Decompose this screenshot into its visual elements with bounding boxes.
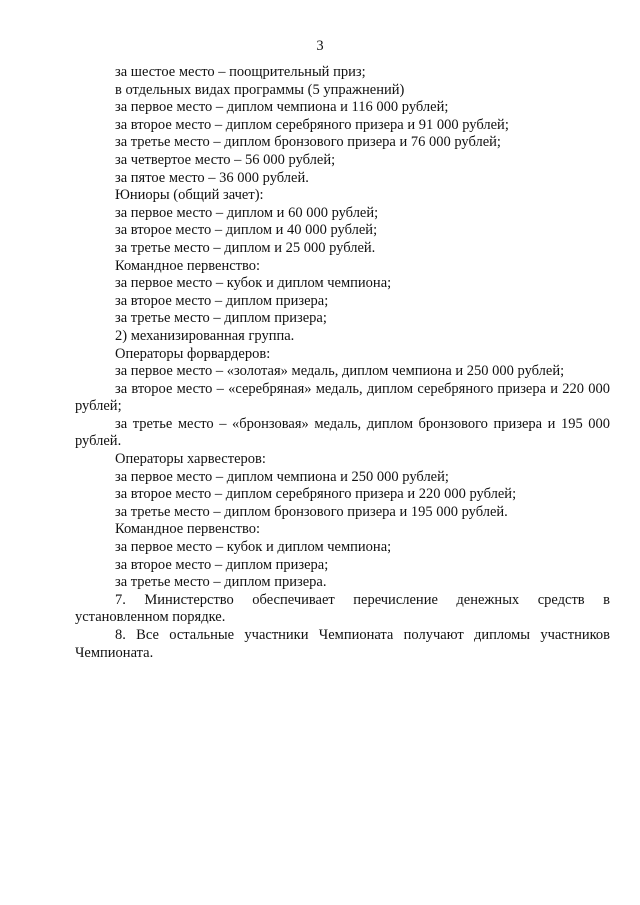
- paragraph: за первое место – диплом чемпиона и 116 000 рублей;: [115, 99, 449, 116]
- paragraph: за второе место – диплом и 40 000 рублей;: [115, 222, 378, 239]
- paragraph: Операторы харвестеров:: [115, 451, 266, 468]
- paragraph: за шестое место – поощрительный приз;: [115, 64, 366, 80]
- paragraph: за второе место – диплом призера;: [115, 556, 329, 573]
- paragraph: за третье место – диплом призера.: [115, 574, 327, 591]
- paragraph: за второе место – диплом призера;: [115, 292, 329, 309]
- paragraph: за третье место – «бронзовая» медаль, диплом бронзового призера и 195 000 рублей.: [75, 415, 610, 450]
- paragraph: за второе место – «серебряная» медаль, диплом серебряного призера и 220 000 рублей;: [75, 380, 610, 415]
- paragraph: за первое место – диплом чемпиона и 250 000 рублей;: [115, 468, 449, 485]
- paragraph: за второе место – диплом серебряного призера и 220 000 рублей;: [115, 486, 517, 503]
- paragraph: за второе место – диплом серебряного призера и 91 000 рублей;: [115, 116, 509, 133]
- paragraph: Командное первенство:: [115, 521, 261, 538]
- paragraph: за третье место – диплом бронзового призера и 195 000 рублей.: [115, 503, 508, 520]
- page-number: 3: [316, 38, 324, 54]
- paragraph: за четвертое место – 56 000 рублей;: [115, 151, 336, 168]
- paragraph: Командное первенство:: [115, 257, 261, 274]
- paragraph: 8. Все остальные участники Чемпионата получают дипломы участников Чемпионата.: [75, 627, 610, 661]
- paragraph: за третье место – диплом призера;: [115, 310, 327, 327]
- paragraph: за первое место – диплом и 60 000 рублей;: [115, 204, 379, 221]
- paragraph: 7. Министерство обеспечивает перечисление денежных средств в установленном порядке.: [75, 591, 610, 626]
- paragraph: в отдельных видах программы (5 упражнений): [115, 81, 405, 98]
- paragraph: 2) механизированная группа.: [115, 327, 295, 344]
- paragraph: Юниоры (общий зачет):: [115, 187, 264, 204]
- paragraph: за первое место – кубок и диплом чемпиона;: [115, 539, 392, 556]
- document-body: [75, 64, 610, 662]
- paragraph: Операторы форвардеров:: [115, 345, 271, 362]
- paragraph: за первое место – «золотая» медаль, диплом чемпиона и 250 000 рублей;: [115, 363, 565, 380]
- paragraph: за третье место – диплом бронзового призера и 76 000 рублей;: [115, 134, 501, 151]
- paragraph: за третье место – диплом и 25 000 рублей.: [115, 239, 376, 256]
- paragraph: за пятое место – 36 000 рублей.: [115, 169, 309, 186]
- paragraph: за первое место – кубок и диплом чемпиона;: [115, 275, 392, 292]
